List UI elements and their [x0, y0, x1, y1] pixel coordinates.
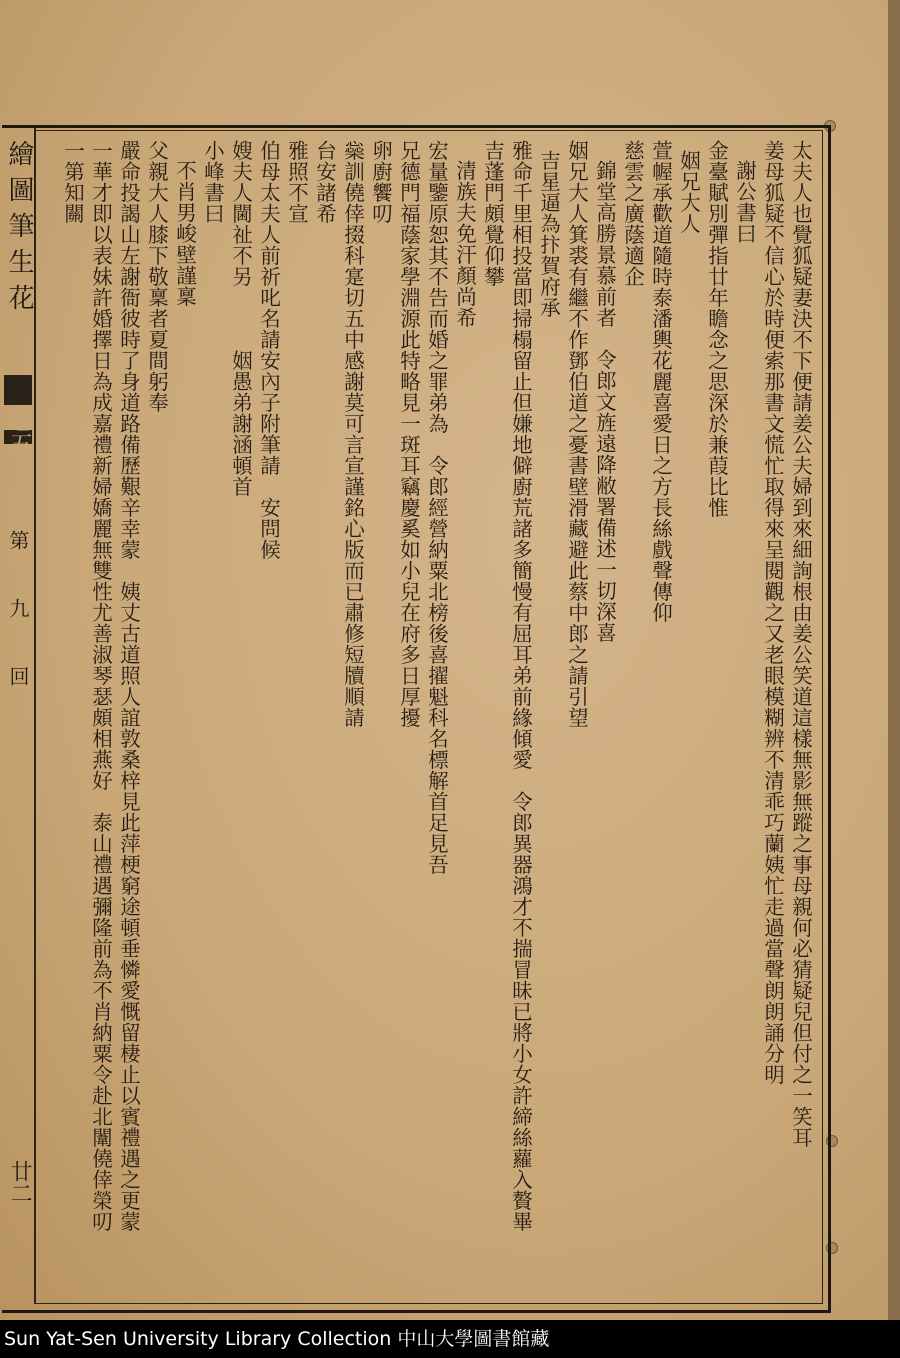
text-column: 太夫人也覺狐疑妻決不下便請姜公夫婦到來細詢根由姜公笑道這樣無影無蹤之事母親何必猜疑兒但付之一笑耳 — [788, 140, 813, 1148]
text-column: 卵廚饗叨 — [368, 140, 393, 224]
text-column: 伯母太夫人前祈叱名請安內子附筆請 安問候 — [256, 140, 281, 560]
text-column: 吉星逼為抃賀府承 — [536, 150, 561, 318]
library-credit: Sun Yat-Sen University Library Collection 中山大學圖書館藏 — [0, 1320, 900, 1358]
text-column: 吉蓬門頗覺仰攀 — [480, 140, 505, 287]
text-column: 清族夫免汗顏尚希 — [452, 160, 477, 328]
text-column: 謝公書曰 — [732, 160, 757, 244]
text-column: 台安諸希 — [312, 140, 337, 224]
text-column: 雅照不宣 — [284, 140, 309, 224]
text-column: 父親大人膝下敬稟者夏間躬奉 — [144, 140, 169, 413]
text-column: 兄德門福蔭家學淵源此特略見一斑耳竊慶奚如小兒在府多日厚擾 — [396, 140, 421, 728]
fish-tail-mark — [4, 375, 32, 405]
chapter-label: 第 九 回 — [6, 530, 30, 700]
text-column: 金臺賦別彈指廿年瞻念之思深於兼葭比惟 — [704, 140, 729, 518]
text-column: 嚴命投謁山左謝衙彼時了身道路備歷艱辛幸蒙 姨丈古道照人誼敦桑梓見此萍梗窮途頓垂憐愛慨留棲止以賓禮遇之更蒙 — [116, 140, 141, 1232]
text-column: 姻兄大人 — [676, 150, 701, 234]
text-column: 小峰書曰 — [200, 140, 225, 224]
text-column: 姜母狐疑不信心於時便索那書文慌忙取得來呈閱觀之又老眼模糊辨不清乖巧蘭姨忙走過當聲朗朗誦分明 — [760, 140, 785, 1085]
text-column: 不肖男峻壁謹稟 — [172, 160, 197, 307]
text-column: 萱幄承歡道隨時泰潘輿花麗喜愛日之方長絲戲聲傳仰 — [648, 140, 673, 623]
text-column: 雅命千里相投當即掃榻留止但嫌地僻廚荒諸多簡慢有屈耳弟前緣傾愛 令郎異器鴻才不揣冒昧已將小女許締絲蘿入贅畢 — [508, 140, 533, 1232]
book-title: 繪圖筆生花 — [4, 140, 34, 320]
volume-label: 卷五 — [5, 408, 33, 456]
page-number: 廿二 — [7, 1160, 32, 1204]
text-column: 一第知關 — [60, 140, 85, 224]
text-column: 嫂夫人閫祉不另 姻愚弟謝涵頓首 — [228, 140, 253, 497]
text-column: 慈雲之廣蔭適企 — [620, 140, 645, 287]
text-column: 錦堂高勝景慕前者 令郎文旌遠降敝署備述一切深喜 — [592, 160, 617, 643]
text-column: 宏量鑒原恕其不告而婚之罪弟為 令郎經營納粟北榜後喜擢魁科名標解首足見吾 — [424, 140, 449, 875]
text-column: 姻兄大人箕裘有繼不作鄧伯道之憂書壁滑藏避此蔡中郎之請引望 — [564, 140, 589, 728]
text-column: 一華才即以表妹許婚擇日為成嘉禮新婦嬌麗無雙性尤善淑琴瑟頗相燕好 泰山禮遇彌隆前為不肖納粟令赴北闈僥倖榮叨 — [88, 140, 113, 1232]
text-column: 橤訓僥倖掇科寔切五中感謝莫可言宣謹銘心版而已肅修短牘順請 — [340, 140, 365, 728]
page-edge — [888, 0, 900, 1320]
